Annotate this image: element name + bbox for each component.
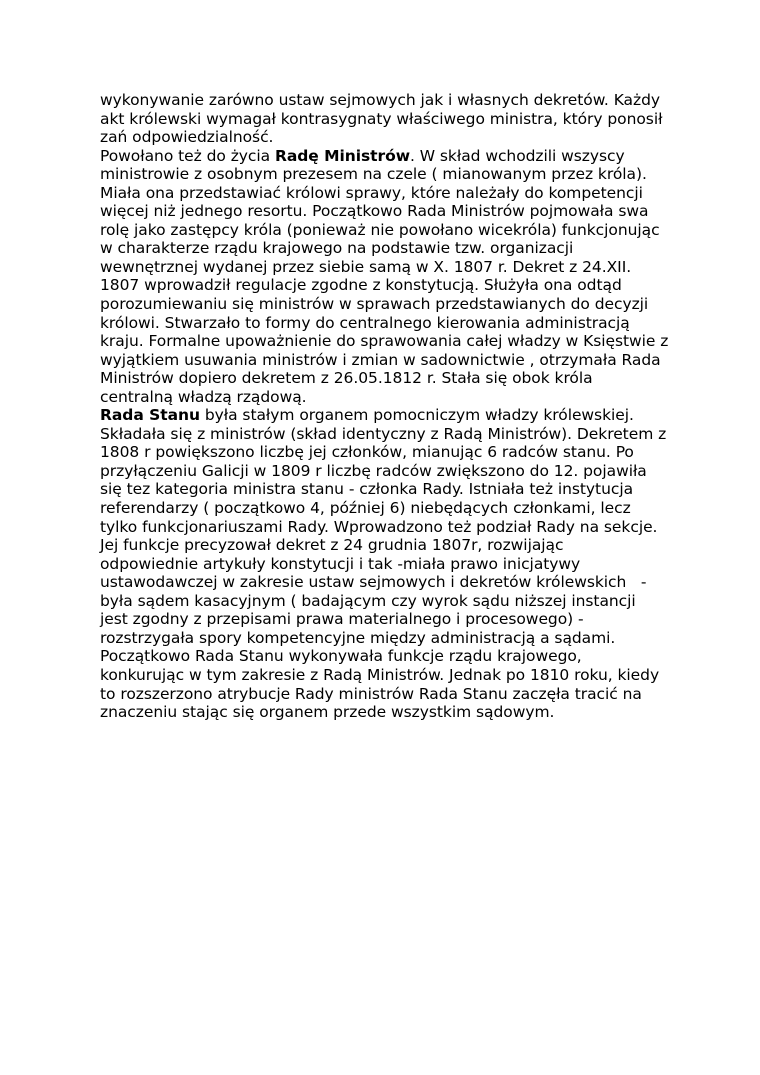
document-text bbox=[100, 91, 680, 722]
text-line: więcej niż jednego resortu. Początkowo Rada Ministrów pojmowała swa bbox=[100, 202, 649, 221]
text-line: królowi. Stwarzało to formy do centralnego kierowania administracją bbox=[100, 313, 630, 332]
text-line: akt królewski wymagał kontrasygnaty właściwego ministra, który ponosił bbox=[100, 109, 663, 128]
text-line: się tez kategoria ministra stanu - członka Rady. Istniała też instytucja bbox=[100, 480, 634, 499]
text-line: wyjątkiem usuwania ministrów i zmian w sadownictwie , otrzymała Rada bbox=[100, 350, 661, 369]
text-line: wewnętrznej wydanej przez siebie samą w X. 1807 r. Dekret z 24.XII. bbox=[100, 257, 632, 276]
text-line bbox=[100, 147, 680, 166]
text-line: Ministrów dopiero dekretem z 26.05.1812 r. Stała się obok króla bbox=[100, 369, 593, 388]
text-line: rozstrzygała spory kompetencyjne między administracją a sądami. bbox=[100, 628, 616, 647]
text-line: centralną władzą rządową. bbox=[100, 387, 307, 406]
text-line: Początkowo Rada Stanu wykonywała funkcje rządu krajowego, bbox=[100, 647, 582, 666]
text-line: referendarzy ( początkowo 4, później 6) niebędących członkami, lecz bbox=[100, 499, 631, 518]
text-line: to rozszerzono atrybucje Rady ministrów Rada Stanu zaczęła tracić na bbox=[100, 684, 642, 703]
heading-rada-stanu: Rada Stanu bbox=[100, 406, 200, 425]
text-line: w charakterze rządu krajowego na podstawie tzw. organizacji bbox=[100, 239, 574, 258]
text-line: znaczeniu stając się organem przede wszystkim sądowym. bbox=[100, 703, 555, 722]
text-line: Składała się z ministrów (skład identyczny z Radą Ministrów). Dekretem z bbox=[100, 424, 667, 443]
text-line: 1807 wprowadził regulacje zgodne z konstytucją. Służyła ona odtąd bbox=[100, 276, 622, 295]
text-line: Miała ona przedstawiać królowi sprawy, które należały do kompetencji bbox=[100, 183, 643, 202]
text-line: kraju. Formalne upoważnienie do sprawowania całej władzy w Księstwie z bbox=[100, 332, 669, 351]
text-span: . W skład wchodzili wszyscy bbox=[410, 146, 625, 165]
text-line bbox=[100, 406, 680, 425]
text-line: ministrowie z osobnym prezesem na czele ( mianowanym przez króla). bbox=[100, 165, 647, 184]
text-line: rolę jako zastępcy króla (ponieważ nie powołano wicekróla) funkcjonując bbox=[100, 220, 660, 239]
text-line: przyłączeniu Galicji w 1809 r liczbę radców zwiększono do 12. pojawiła bbox=[100, 461, 647, 480]
text-line: była sądem kasacyjnym ( badającym czy wyrok sądu niższej instancji bbox=[100, 591, 636, 610]
text-line: porozumiewaniu się ministrów w sprawach przedstawianych do decyzji bbox=[100, 295, 649, 314]
text-line: wykonywanie zarówno ustaw sejmowych jak i własnych dekretów. Każdy bbox=[100, 91, 660, 109]
text-line: tylko funkcjonariuszami Rady. Wprowadzono też podział Rady na sekcje. bbox=[100, 517, 658, 536]
text-line: Jej funkcje precyzował dekret z 24 grudnia 1807r, rozwijając bbox=[100, 536, 564, 555]
text-line: 1808 r powiększono liczbę jej członków, mianując 6 radców stanu. Po bbox=[100, 443, 634, 462]
text-span: Powołano też do życia bbox=[100, 146, 275, 165]
text-line: zań odpowiedzialność. bbox=[100, 128, 274, 147]
text-line: ustawodawczej w zakresie ustaw sejmowych i dekretów królewskich - bbox=[100, 573, 647, 592]
text-span: była stałym organem pomocniczym władzy królewskiej. bbox=[199, 406, 634, 425]
text-line: odpowiednie artykuły konstytucji i tak -miała prawo inicjatywy bbox=[100, 554, 581, 573]
heading-rada-ministrow: Radę Ministrów bbox=[274, 146, 410, 165]
text-line: jest zgodny z przepisami prawa materialnego i procesowego) - bbox=[100, 610, 584, 629]
text-line: konkurując w tym zakresie z Radą Ministrów. Jednak po 1810 roku, kiedy bbox=[100, 665, 660, 684]
